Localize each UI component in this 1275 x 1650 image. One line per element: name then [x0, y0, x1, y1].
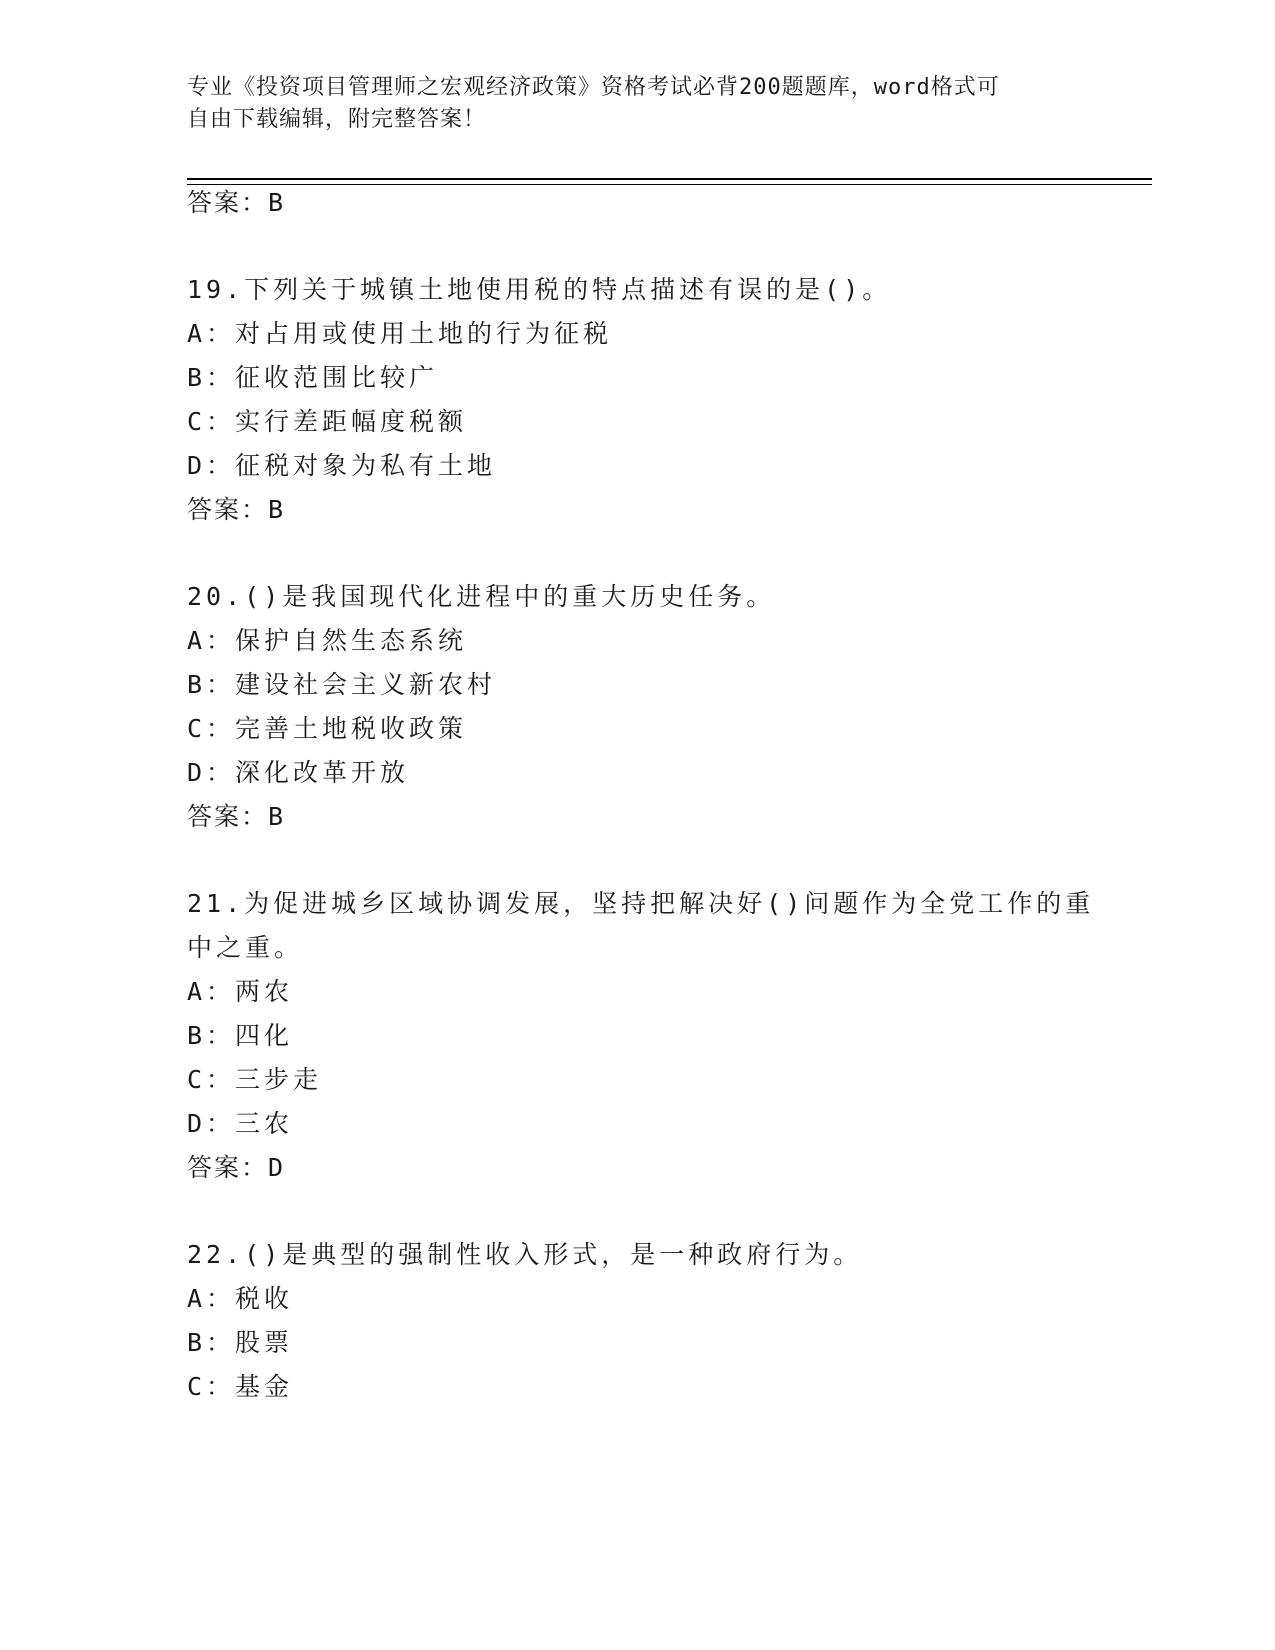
question-20-option-a: A：保护自然生态系统 [187, 626, 468, 655]
question-20-option-c: C：完善土地税收政策 [187, 714, 468, 743]
question-22-option-c: C：基金 [187, 1372, 294, 1401]
question-19-option-c: C：实行差距幅度税额 [187, 407, 468, 436]
question-22-option-a: A：税收 [187, 1284, 294, 1313]
question-20-option-b: B：建设社会主义新农村 [187, 670, 497, 699]
question-21-option-c: C：三步走 [187, 1065, 323, 1094]
question-19-option-a: A：对占用或使用土地的行为征税 [187, 319, 613, 348]
question-22-stem: 22.()是典型的强制性收入形式，是一种政府行为。 [187, 1240, 863, 1269]
question-21-stem-line-1: 21.为促进城乡区域协调发展，坚持把解决好()问题作为全党工作的重 [187, 889, 1095, 918]
question-21-option-d: D：三农 [187, 1109, 294, 1138]
previous-answer: 答案：B [187, 188, 286, 217]
question-19-option-d: D：征税对象为私有土地 [187, 451, 497, 480]
header-divider-thin [187, 184, 1152, 185]
question-19-stem: 19.下列关于城镇土地使用税的特点描述有误的是()。 [187, 275, 892, 304]
question-20-stem: 20.()是我国现代化进程中的重大历史任务。 [187, 582, 776, 611]
header-line-1: 专业《投资项目管理师之宏观经济政策》资格考试必背200题题库，word格式可 [187, 75, 1000, 100]
page-header [187, 72, 1087, 136]
question-21-option-a: A：两农 [187, 977, 294, 1006]
question-21-stem-line-2: 中之重。 [187, 933, 304, 962]
question-21-option-b: B：四化 [187, 1021, 294, 1050]
header-divider-thick [187, 178, 1152, 180]
question-19-option-b: B：征收范围比较广 [187, 363, 439, 392]
question-21-answer: 答案：D [187, 1153, 286, 1182]
question-22-option-b: B：股票 [187, 1328, 294, 1357]
question-20-answer: 答案：B [187, 802, 286, 831]
question-20-option-d: D：深化改革开放 [187, 758, 410, 787]
header-line-2: 自由下载编辑，附完整答案！ [187, 107, 487, 132]
question-19-answer: 答案：B [187, 495, 286, 524]
